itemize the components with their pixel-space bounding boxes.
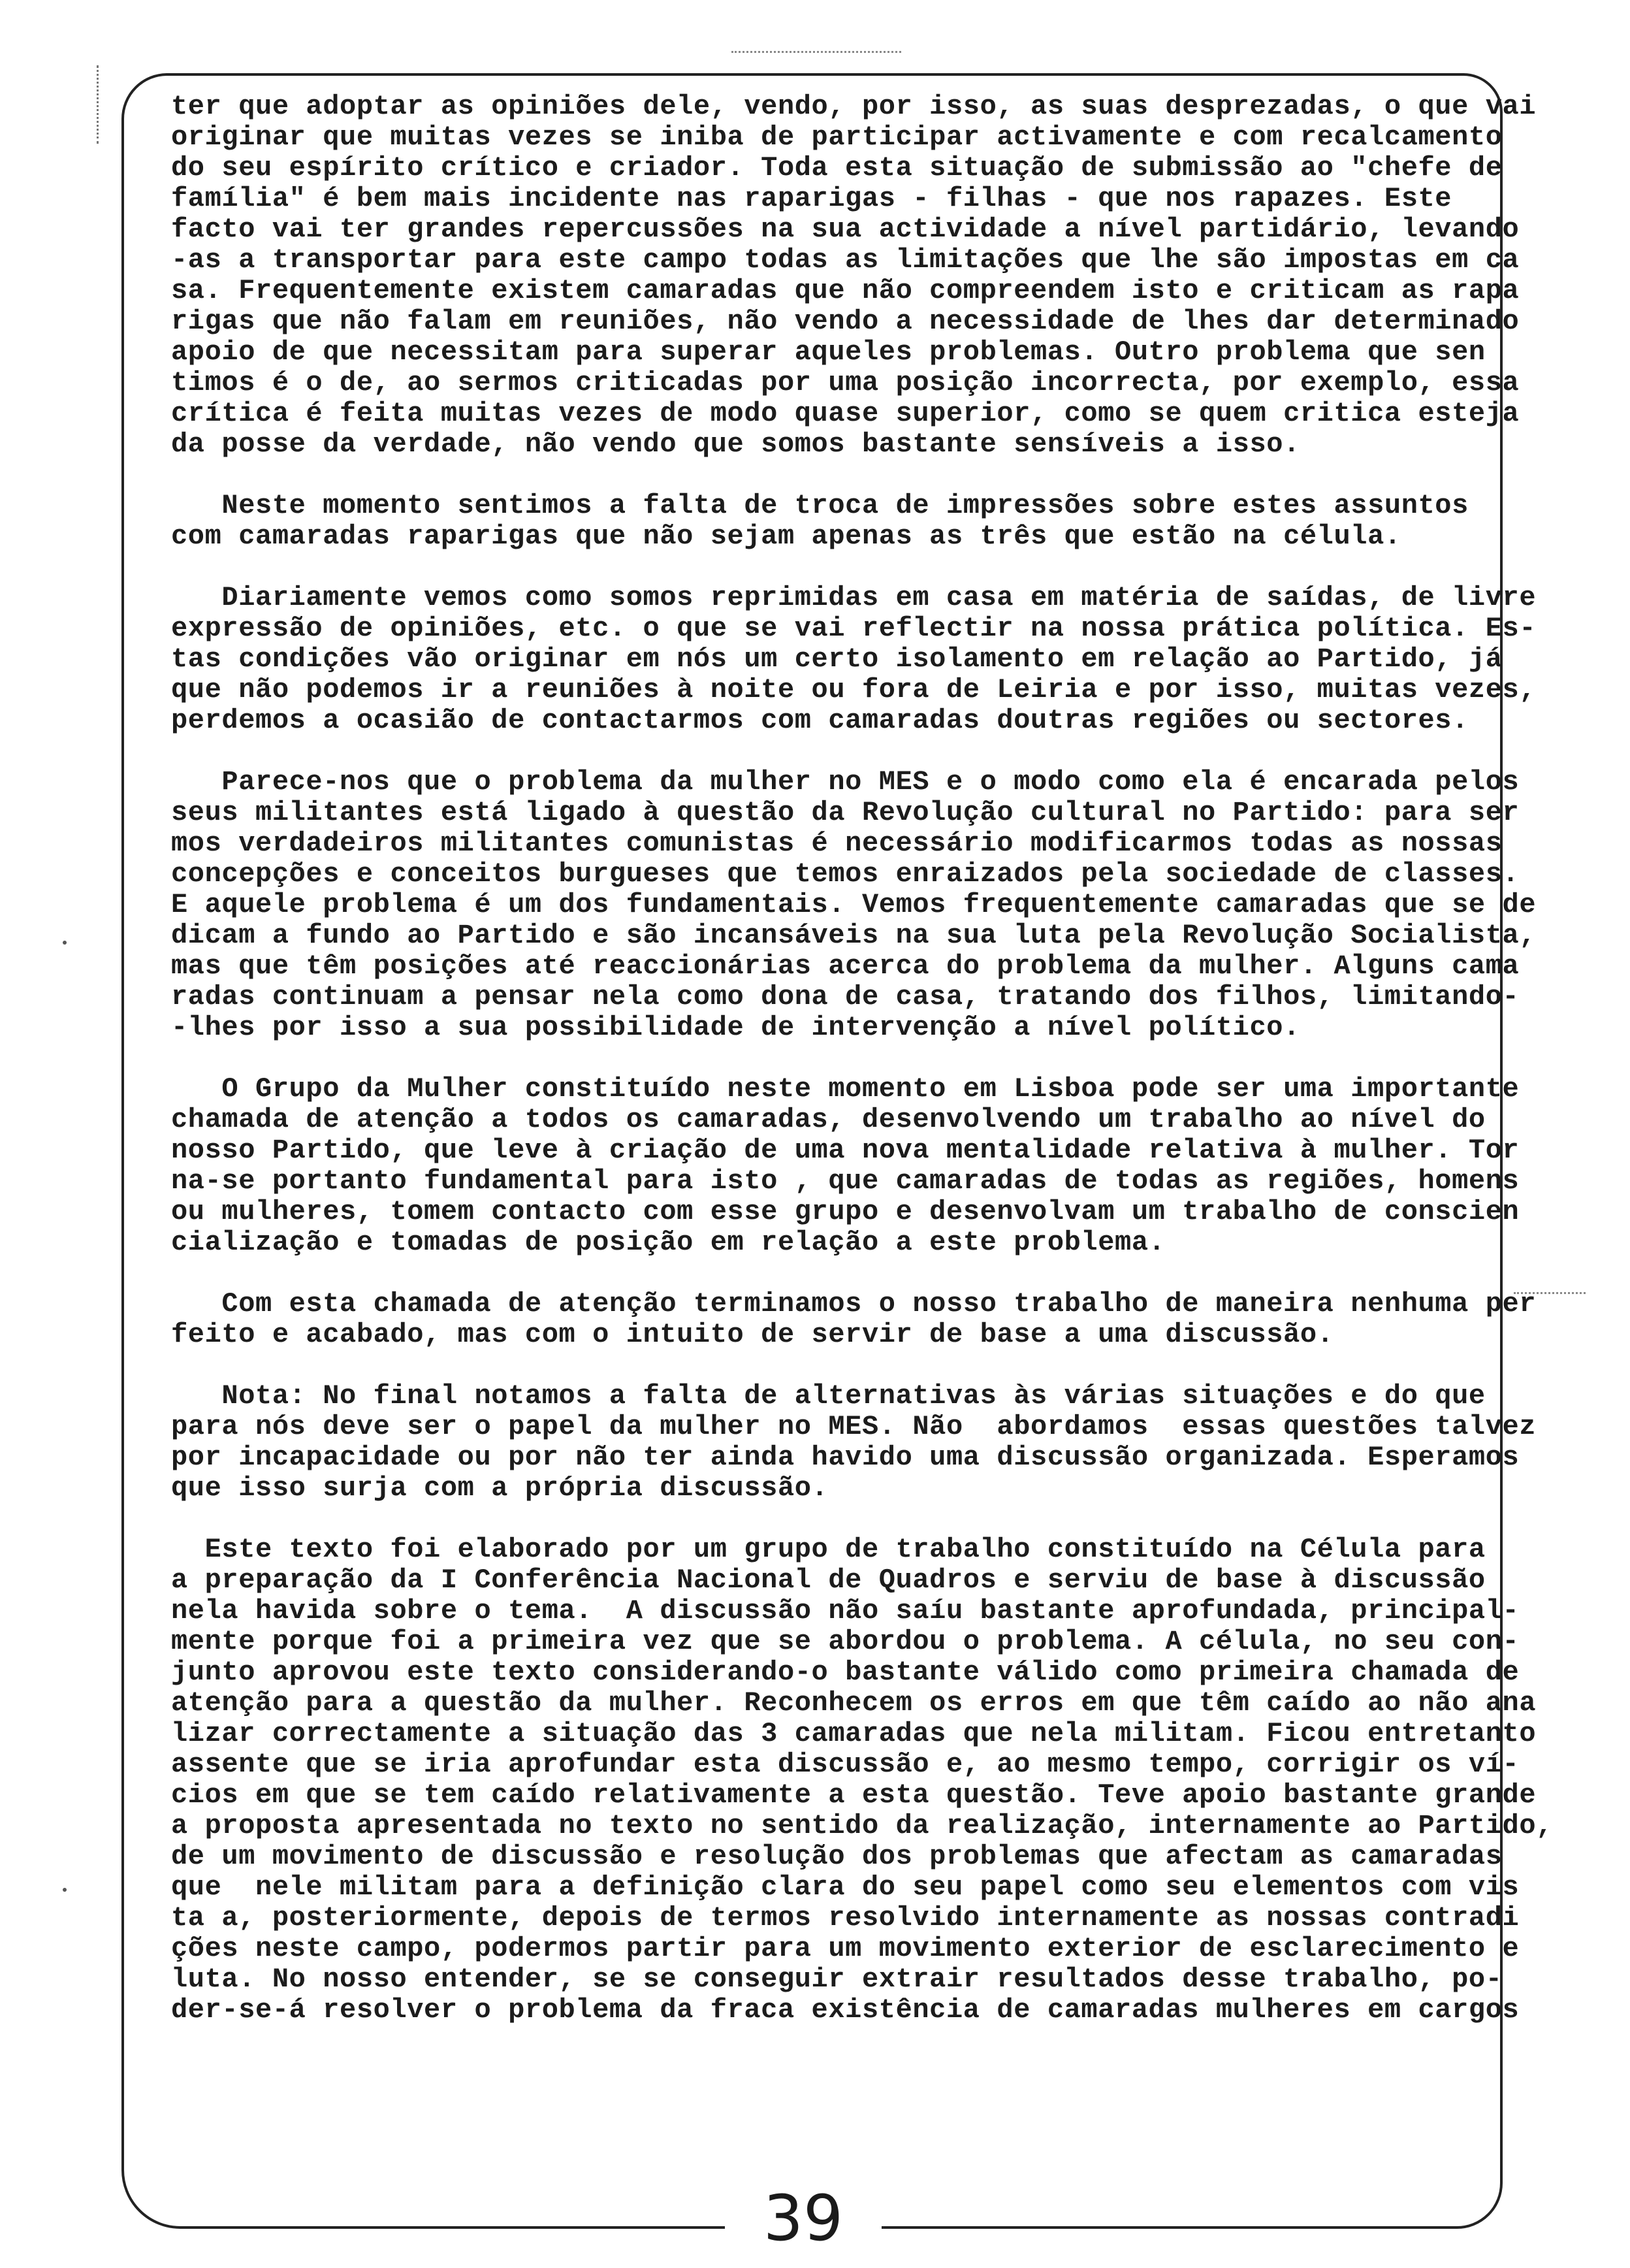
scan-mark-left (97, 65, 104, 144)
text-line: que não podemos ir a reuniões à noite ou fora de Leiria e por isso, muitas vezes, (171, 674, 1537, 705)
text-line: expressão de opiniões, etc. o que se vai reflectir na nossa prática política. Es- (171, 613, 1537, 644)
text-line: crítica é feita muitas vezes de modo quase superior, como se quem critica esteja (171, 398, 1520, 429)
text-line: chamada de atenção a todos os camaradas, desenvolvendo um trabalho ao nível do (171, 1104, 1486, 1135)
paragraph (171, 1288, 1537, 1350)
text-line: nosso Partido, que leve à criação de uma nova mentalidade relativa à mulher. Tor (171, 1135, 1520, 1166)
page-number: 39 (763, 2182, 844, 2255)
text-line: assente que se iria aprofundar esta discussão e, ao mesmo tempo, corrigir os ví- (171, 1749, 1520, 1780)
text-line: rigas que não falam em reuniões, não vendo a necessidade de lhes dar determinado (171, 306, 1520, 337)
text-line: ções neste campo, podermos partir para um movimento exterior de esclarecimento e (171, 1933, 1520, 1964)
text-line: luta. No nosso entender, se se conseguir extrair resultados desse trabalho, po- (171, 1964, 1503, 1995)
text-line: do seu espírito crítico e criador. Toda esta situação de submissão ao "chefe de (171, 152, 1503, 184)
text-line: para nós deve ser o papel da mulher no MES. Não abordamos essas questões talvez (171, 1411, 1537, 1442)
text-line: O Grupo da Mulher constituído neste momento em Lisboa pode ser uma importante (171, 1073, 1520, 1105)
text-line: junto aprovou este texto considerando-o bastante válido como primeira chamada de (171, 1657, 1520, 1688)
text-line: mas que têm posições até reaccionárias acerca do problema da mulher. Alguns cama (171, 950, 1520, 982)
text-line: por incapacidade ou por não ter ainda havido uma discussão organizada. Esperamos (171, 1442, 1520, 1473)
text-line: de um movimento de discussão e resolução dos problemas que afectam as camaradas (171, 1841, 1503, 1872)
paragraph (171, 1073, 1520, 1258)
text-line: der-se-á resolver o problema da fraca existência de camaradas mulheres em cargos (171, 1994, 1520, 2026)
text-line: concepções e conceitos burgueses que temos enraizados pela sociedade de classes. (171, 858, 1520, 890)
text-line: facto vai ter grandes repercussões na sua actividade a nível partidário, levando (171, 214, 1520, 245)
text-line: -lhes por isso a sua possibilidade de intervenção a nível político. (171, 1012, 1300, 1043)
paragraph (171, 582, 1537, 736)
text-line: tas condições vão originar em nós um certo isolamento em relação ao Partido, já (171, 643, 1503, 675)
text-line: atenção para a questão da mulher. Reconhecem os erros em que têm caído ao não ana (171, 1687, 1537, 1719)
text-line: na-se portanto fundamental para isto , que camaradas de todas as regiões, homens (171, 1165, 1520, 1197)
text-line: radas continuam a pensar nela como dona de casa, tratando dos filhos, limitando- (171, 981, 1520, 1012)
text-line: feito e acabado, mas com o intuito de servir de base a uma discussão. (171, 1319, 1334, 1350)
text-line: mente porque foi a primeira vez que se abordou o problema. A célula, no seu con- (171, 1626, 1520, 1657)
text-line: sa. Frequentemente existem camaradas que não compreendem isto e criticam as rapa (171, 275, 1520, 306)
text-line: timos é o de, ao sermos criticadas por uma posição incorrecta, por exemplo, essa (171, 367, 1520, 398)
paragraph (171, 1380, 1537, 1504)
paragraph (171, 491, 1497, 552)
text-line: ta a, posteriormente, depois de termos resolvido internamente as nossas contradi (171, 1902, 1520, 1934)
text-line: E aquele problema é um dos fundamentais. Vemos frequentemente camaradas que se de (171, 889, 1537, 920)
text-line: a preparação da I Conferência Nacional de Quadros e serviu de base à discussão (171, 1564, 1486, 1596)
text-line: perdemos a ocasião de contactarmos com camaradas doutras regiões ou sectores. (171, 705, 1469, 736)
text-line: cialização e tomadas de posição em relação a este problema. (171, 1227, 1166, 1258)
text-line: ter que adoptar as opiniões dele, vendo, por isso, as suas desprezadas, o que vai (171, 91, 1537, 122)
text-line: nela havida sobre o tema. A discussão não saíu bastante aprofundada, principal- (171, 1595, 1520, 1627)
margin-dot (63, 941, 67, 945)
scan-mark-top (731, 51, 901, 53)
text-line: Parece-nos que o problema da mulher no MES e o modo como ela é encarada pelos (171, 766, 1520, 798)
text-line: Diariamente vemos como somos reprimidas em casa em matéria de saídas, de livre (171, 582, 1537, 613)
text-line: a proposta apresentada no texto no sentido da realização, internamente ao Partido, (171, 1810, 1553, 1841)
paragraph (171, 766, 1537, 1043)
text-line: da posse da verdade, não vendo que somos bastante sensíveis a isso. (171, 429, 1300, 460)
text-line: lizar correctamente a situação das 3 camaradas que nela militam. Ficou entretanto (171, 1718, 1537, 1749)
text-line: ou mulheres, tomem contacto com esse grupo e desenvolvam um trabalho de conscien (171, 1196, 1520, 1227)
margin-dot (63, 1888, 67, 1892)
text-line: seus militantes está ligado à questão da Revolução cultural no Partido: para ser (171, 797, 1520, 828)
text-line: Nota: No final notamos a falta de alternativas às várias situações e do que (171, 1380, 1486, 1412)
paragraph (171, 1534, 1553, 2026)
text-line: que isso surja com a própria discussão. (171, 1472, 829, 1504)
text-line: com camaradas raparigas que não sejam apenas as três que estão na célula. (171, 521, 1401, 552)
text-line: Este texto foi elaborado por um grupo de trabalho constituído na Célula para (171, 1534, 1486, 1565)
text-line: originar que muitas vezes se iniba de participar activamente e com recalcamento (171, 122, 1503, 153)
text-line: Com esta chamada de atenção terminamos o nosso trabalho de maneira nenhuma per (171, 1288, 1537, 1320)
text-line: mos verdadeiros militantes comunistas é necessário modificarmos todas as nossas (171, 828, 1503, 859)
document-body (171, 91, 1553, 2056)
paragraph (171, 91, 1537, 460)
text-line: -as a transportar para este campo todas as limitações que lhe são impostas em ca (171, 244, 1520, 276)
text-line: apoio de que necessitam para superar aqueles problemas. Outro problema que sen (171, 336, 1486, 368)
text-line: família" é bem mais incidente nas raparigas - filhas - que nos rapazes. Este (171, 183, 1452, 214)
text-line: dicam a fundo ao Partido e são incansáveis na sua luta pela Revolução Socialista, (171, 920, 1537, 951)
text-line: Neste momento sentimos a falta de troca de impressões sobre estes assuntos (171, 490, 1469, 521)
text-line: cios em que se tem caído relativamente a esta questão. Teve apoio bastante grande (171, 1779, 1537, 1811)
text-line: que nele militam para a definição clara do seu papel como seu elementos com vis (171, 1871, 1520, 1903)
